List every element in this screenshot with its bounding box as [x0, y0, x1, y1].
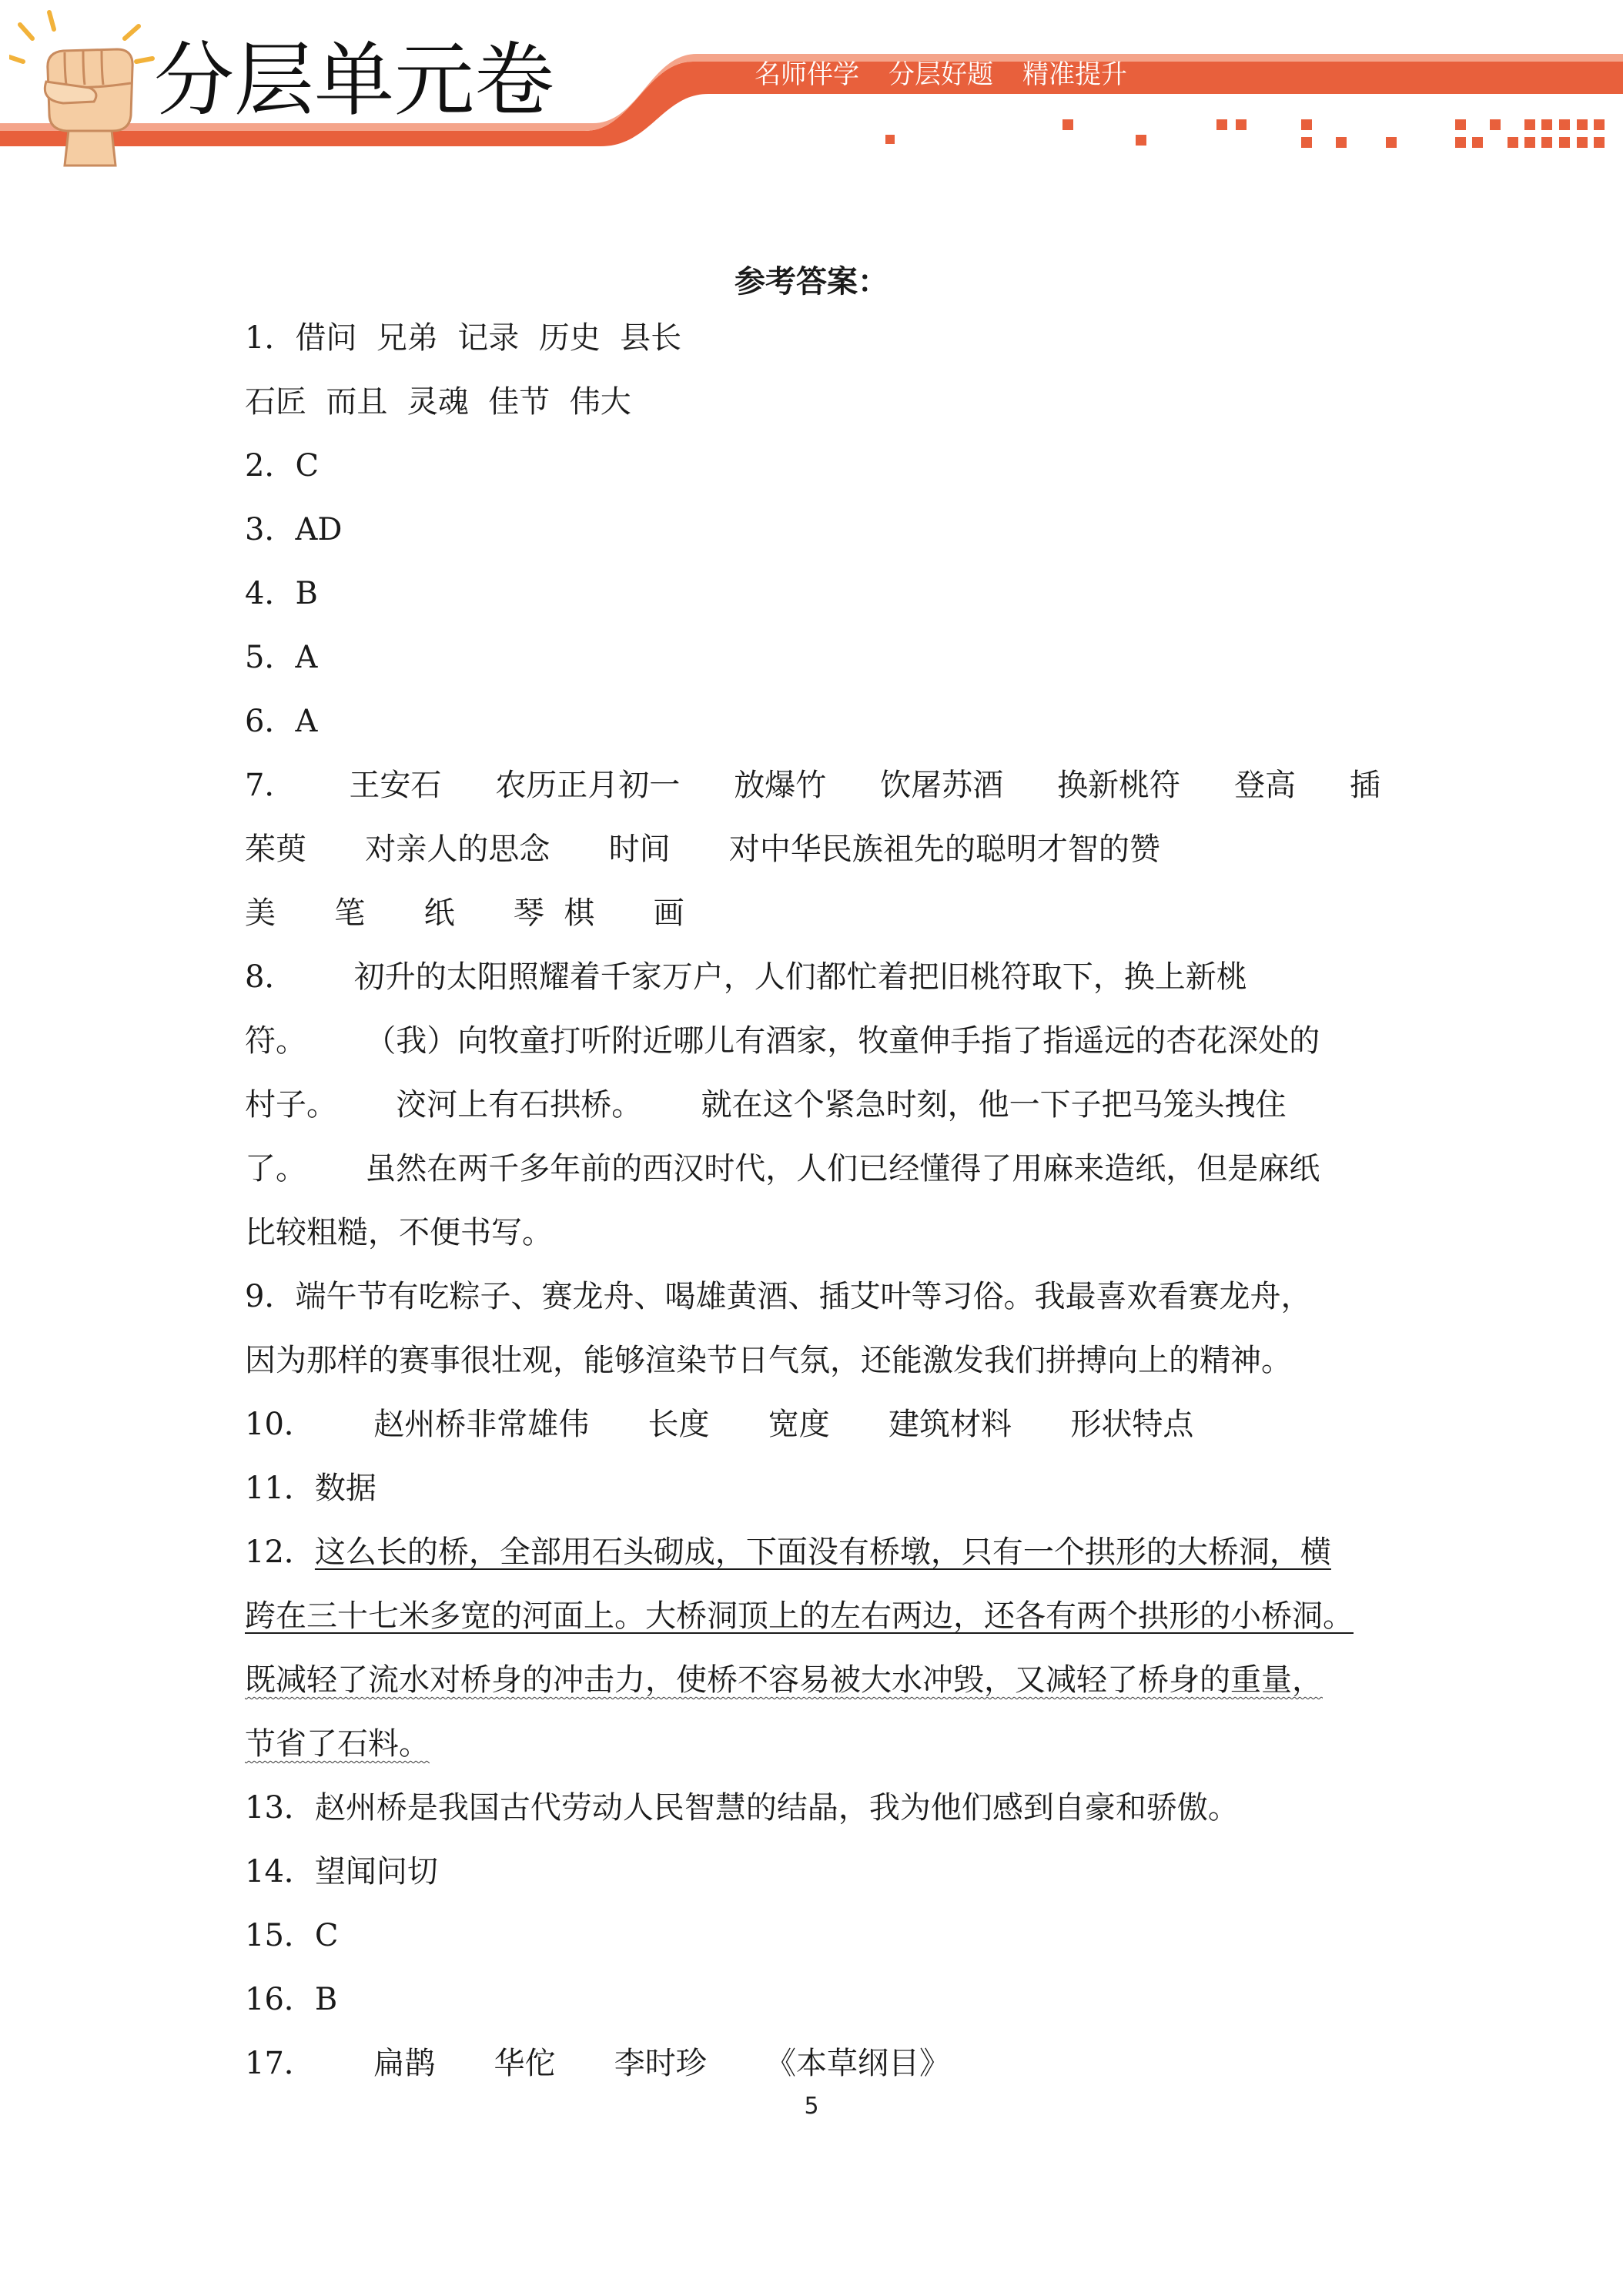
answer-text: 登高 — [1233, 768, 1296, 803]
answer-line — [245, 882, 1380, 946]
answer-text: C — [314, 1918, 339, 1953]
answer-number: 2． — [245, 448, 296, 484]
answer-text: 了。 虽然在两千多年前的西汉时代，人们已经懂得了用麻来造纸，但是麻纸 — [245, 1151, 1320, 1186]
answer-text: 放爆竹 — [734, 768, 827, 803]
answer-line — [245, 818, 1380, 882]
answer-title: 参考答案： — [735, 263, 888, 300]
answer-text: 数据 — [314, 1471, 376, 1506]
answer-line — [245, 1393, 1380, 1457]
answer-line — [245, 1265, 1380, 1329]
answer-text: 美 笔 纸 琴 棋 画 — [245, 895, 684, 931]
answer-text: 茱萸 对亲人的思念 时间 对中华民族祖先的聪明才智的赞 — [245, 832, 1160, 867]
slogan-item: 名师伴学 — [755, 59, 859, 90]
answer-number: 3． — [245, 512, 296, 547]
answer-text: 既减轻了流水对桥身的冲击力，使桥不容易被大水冲毁，又减轻了桥身的重量， — [245, 1662, 1323, 1698]
answer-text: 石匠 而且 灵魂 佳节 伟大 — [245, 384, 631, 420]
answer-text: A — [295, 704, 318, 739]
answer-text: 赵州桥是我国古代劳动人民智慧的结晶，我为他们感到自豪和骄傲。 — [314, 1790, 1239, 1826]
answer-line — [245, 1073, 1380, 1137]
answer-number: 9． — [245, 1279, 296, 1314]
answer-line — [245, 498, 1380, 562]
page-number: 5 — [804, 2093, 819, 2120]
answer-text: 望闻问切 — [314, 1854, 438, 1889]
answer-line — [245, 1457, 1380, 1521]
answer-number: 8． — [245, 959, 296, 995]
answer-number: 4． — [245, 576, 296, 611]
answer-number: 15． — [245, 1918, 315, 1953]
answer-number: 16． — [245, 1982, 315, 2017]
answer-line — [245, 1776, 1380, 1840]
answer-number: 11． — [245, 1471, 315, 1506]
slogan-item: 精准提升 — [1022, 59, 1127, 90]
answer-line — [245, 1968, 1380, 2032]
answer-line — [245, 562, 1380, 626]
answer-line — [245, 754, 1380, 818]
brand-title: 分层单元卷 — [154, 33, 555, 127]
answer-list — [245, 306, 1380, 2096]
answer-number: 12． — [245, 1535, 315, 1570]
answer-text: AD — [295, 512, 343, 547]
answer-text: 节省了石料。 — [245, 1726, 430, 1762]
answer-text: 端午节有吃粽子、赛龙舟、喝雄黄酒、插艾叶等习俗。我最喜欢看赛龙舟， — [295, 1279, 1312, 1314]
answer-line — [245, 1009, 1380, 1073]
answer-text: 这么长的桥，全部用石头砌成，下面没有桥墩，只有一个拱形的大桥洞，横 — [314, 1535, 1331, 1570]
answer-text: B — [295, 576, 318, 611]
page-header — [0, 0, 1623, 177]
answer-text: 农历正月初一 — [495, 768, 681, 803]
answer-line — [245, 1712, 1380, 1776]
decorative-dots — [885, 119, 1605, 148]
answer-line — [245, 1521, 1380, 1585]
answer-text: 跨在三十七米多宽的河面上。大桥洞顶上的左右两边，还各有两个拱形的小桥洞。 — [245, 1598, 1354, 1634]
answer-number: 6． — [245, 704, 296, 739]
answer-line — [245, 1137, 1380, 1201]
header-slogan — [755, 59, 1127, 90]
slogan-item: 分层好题 — [888, 59, 993, 90]
answer-line — [245, 1840, 1380, 1904]
answer-line — [245, 1585, 1380, 1648]
answer-number: 17． — [245, 2046, 315, 2081]
answer-text: 符。 （我）向牧童打听附近哪儿有酒家，牧童伸手指了指遥远的杏花深处的 — [245, 1023, 1320, 1059]
answer-line — [245, 946, 1380, 1009]
answer-text: 因为那样的赛事很壮观，能够渲染节日气氛，还能激发我们拼搏向上的精神。 — [245, 1343, 1292, 1378]
answer-text: 王安石 — [349, 768, 442, 803]
answer-text: 村子。 洨河上有石拱桥。 就在这个紧急时刻，他一下子把马笼头拽住 — [245, 1087, 1287, 1123]
answer-number: 1． — [245, 320, 296, 356]
answer-line — [245, 306, 1380, 370]
answer-line — [245, 370, 1380, 434]
answer-line — [245, 690, 1380, 754]
answer-text: 借问 兄弟 记录 历史 县长 — [295, 320, 682, 356]
answer-text: 插 — [1349, 768, 1380, 803]
answer-line — [245, 1201, 1380, 1265]
answer-line — [245, 1329, 1380, 1393]
answer-text: 赵州桥非常雄伟 长度 宽度 建筑材料 形状特点 — [314, 1407, 1194, 1442]
answer-number: 13． — [245, 1790, 315, 1826]
answer-number: 10． — [245, 1407, 315, 1442]
answer-text: 饮屠苏酒 — [880, 768, 1004, 803]
answer-text: B — [314, 1982, 338, 2017]
answer-line — [245, 2032, 1380, 2096]
answer-line — [245, 1904, 1380, 1968]
answer-text: 换新桃符 — [1057, 768, 1181, 803]
answer-line — [245, 626, 1380, 690]
answer-text: 扁鹊 华佗 李时珍 《本草纲目》 — [314, 2046, 951, 2081]
answer-number: 14． — [245, 1854, 315, 1889]
answer-text: C — [295, 448, 320, 484]
answer-number: 5． — [245, 640, 296, 675]
answer-line — [245, 434, 1380, 498]
answer-text: 比较粗糙，不便书写。 — [245, 1215, 553, 1250]
answer-line — [245, 1648, 1380, 1712]
raised-fist-icon — [9, 8, 156, 177]
answer-text: 初升的太阳照耀着千家万户，人们都忙着把旧桃符取下，换上新桃 — [295, 959, 1247, 995]
answer-text: A — [295, 640, 318, 675]
answer-number: 7． — [245, 768, 296, 803]
